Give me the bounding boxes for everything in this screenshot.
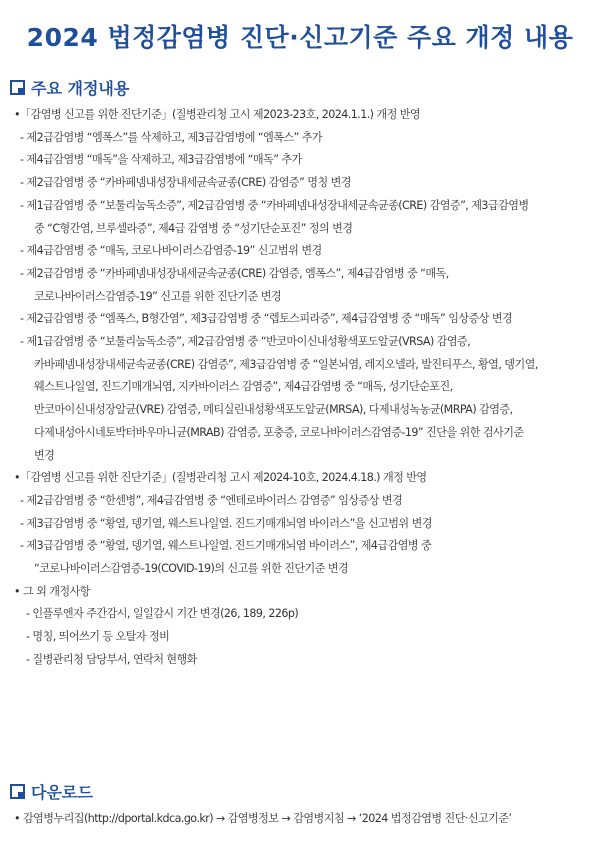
list-item-continued: 중 “C형간염, 브루셀라증”, 제4급 감염병 중 “성기단순포진” 정의 변경 <box>34 221 353 235</box>
list-item-continued: 변경 <box>34 448 55 462</box>
list-item: - 제2급감염병 “엠폭스”를 삭제하고, 제3급감염병에 “엠폭스” 추가 <box>20 130 323 144</box>
list-item: - 제1급감염병 중 “보툴리눔독소증”, 제2급감염병 중 “카바페넴내성장내세균속균종(CRE) 감염증”, 제3급감염병 <box>20 198 529 212</box>
section-title-main: 주요 개정내용 <box>31 78 130 98</box>
list-item: - 제2급감염병 중 “엠폭스, B형간염”, 제3급감염병 중 “렙토스피라증”, 제4급감염병 중 “매독” 임상증상 변경 <box>20 312 513 326</box>
list-item: - 제3급감염병 중 “황열, 뎅기열, 웨스트나일열. 진드기매개뇌염 바이러스”을 신고범위 변경 <box>20 516 432 530</box>
list-item: - 제2급감염병 중 “카바페넴내성장내세균속균종(CRE) 감염증” 명칭 변경 <box>20 176 351 190</box>
list-item-continued: “코로나바이러스감염증-19(COVID-19)의 신고를 위한 진단기준 변경 <box>34 562 349 576</box>
list-item: •「감염병 신고를 위한 진단기준」(질병관리청 고시 제2023-23호, 2024.1.1.) 개정 반영 <box>14 108 421 121</box>
list-item: - 제2급감염병 중 “한센병”, 제4급감염병 중 “엔테로바이러스 감염증” 임상증상 변경 <box>20 493 403 507</box>
list-item: - 제4급감염병 중 “매독, 코로나바이러스감염증-19” 신고범위 변경 <box>20 244 322 258</box>
list-item-continued: 다제내성아시네토박터바우마니균(MRAB) 감염증, 포충증, 코로나바이러스감염증-19” 진단을 위한 검사기준 <box>34 425 524 439</box>
list-item-continued: 코로나바이러스감염증-19” 신고를 위한 진단기준 변경 <box>34 289 282 303</box>
section-title-download: 다운로드 <box>31 782 93 802</box>
square-bullet-icon <box>10 80 25 95</box>
list-item: - 제2급감염병 중 “카바페넴내성장내세균속균종(CRE) 감염증, 엠폭스”, 제4급감염병 중 “매독, <box>20 266 449 280</box>
list-item-continued: 카바페넴내성장내세균속균종(CRE) 감염증”, 제3급감염병 중 “일본뇌염, 레지오넬라, 발진티푸스, 황열, 뎅기열, <box>34 357 538 371</box>
download-path: • 감염병누리집(http://dportal.kdca.go.kr) → 감염병정보 → 감염병지침 → ‘2024 법정감염병 진단·신고기준’ <box>14 812 512 825</box>
list-item: - 인플루엔자 주간감시, 일일감시 기간 변경(26, 189, 226p) <box>26 607 299 621</box>
list-item: - 제4급감염병 “매독”을 삭제하고, 제3급감염병에 “매독” 추가 <box>20 153 302 167</box>
section-header-download <box>10 780 93 802</box>
list-item: - 제1급감염병 중 “보툴리눔독소증”, 제2급감염병 중 “반코마이신내성황색포도알균(VRSA) 감염증, <box>20 335 471 349</box>
list-item-continued: 반코마이신내성장알균(VRE) 감염증, 메티실린내성황색포도알균(MRSA), 다제내성녹농균(MRPA) 감염증, <box>34 403 513 417</box>
page-title: 2024 법정감염병 진단·신고기준 주요 개정 내용 <box>26 23 574 52</box>
list-item: - 제3급감염병 중 “황열, 뎅기열, 웨스트나일열. 진드기매개뇌염 바이러스”, 제4급감염병 중 <box>20 539 432 553</box>
list-item: - 명칭, 띄어쓰기 등 오탈자 정비 <box>26 630 170 644</box>
section-header-main <box>10 76 129 98</box>
list-item: • 그 외 개정사항 <box>14 584 90 598</box>
list-item: •「감염병 신고를 위한 진단기준」(질병관리청 고시 제2024-10호, 2024.4.18.) 개정 반영 <box>14 471 427 485</box>
revision-content <box>14 104 594 672</box>
square-bullet-icon <box>10 784 25 799</box>
list-item: - 질병관리청 담당부서, 연락처 현행화 <box>26 652 197 666</box>
list-item-continued: 웨스트나일열, 진드기매개뇌염, 지카바이러스 감염증”, 제4급감염병 중 “매독, 성기단순포진, <box>34 380 453 394</box>
